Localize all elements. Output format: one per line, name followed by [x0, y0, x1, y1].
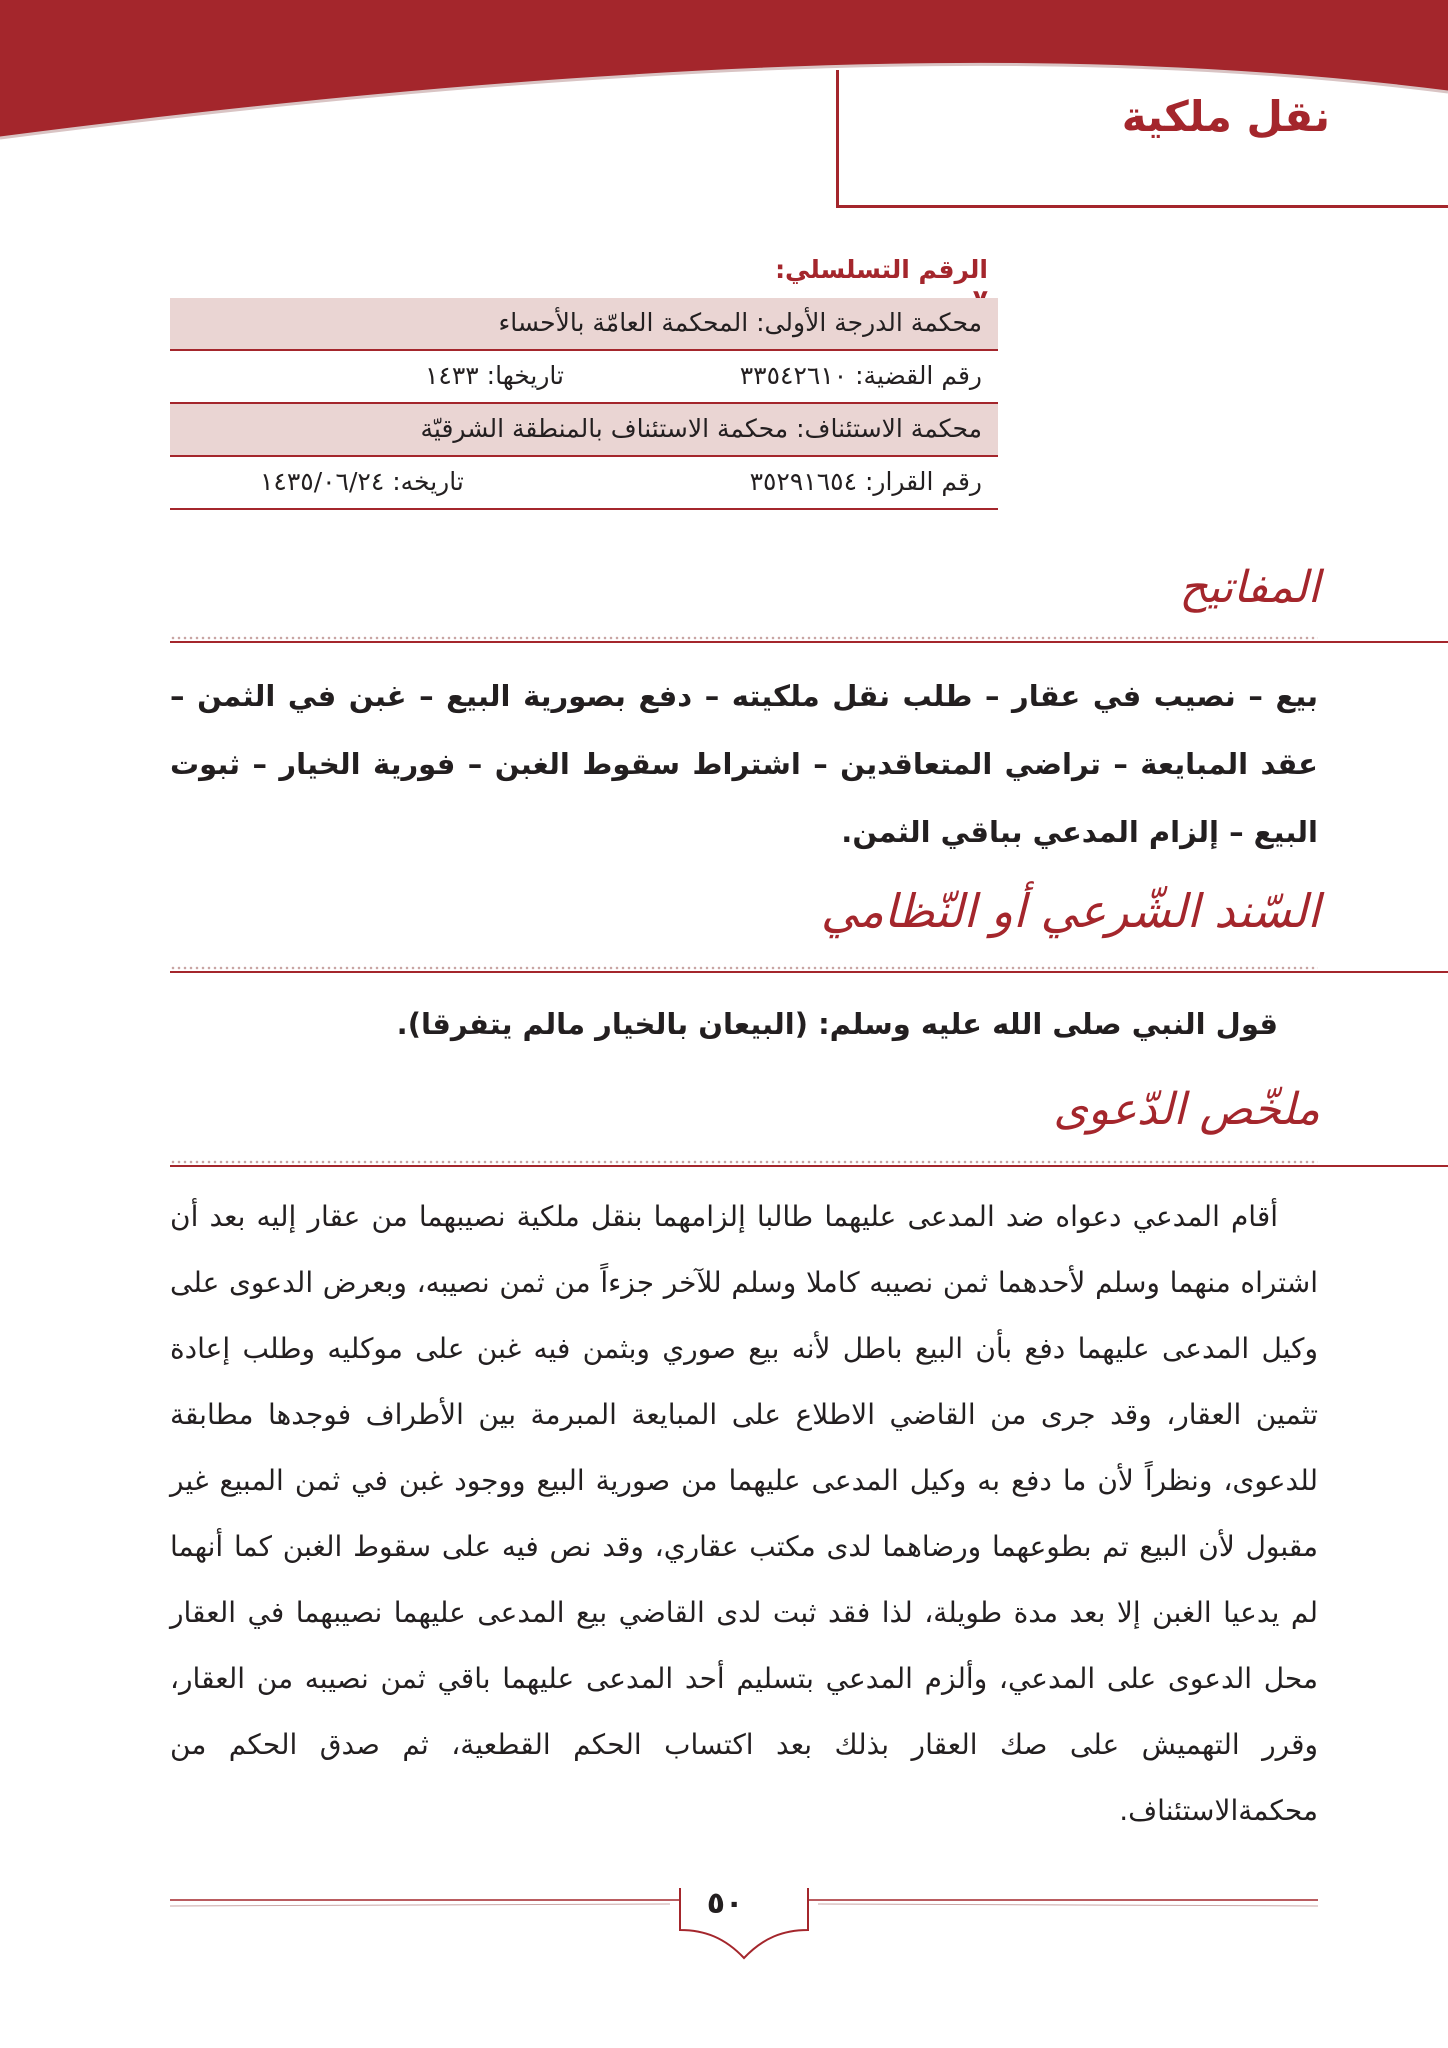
rule-line [170, 641, 1448, 643]
page-number: ٥٠ [706, 1886, 744, 1921]
case-date: تاريخها: ١٤٣٣ [425, 361, 564, 390]
rule-dots [170, 966, 1318, 970]
appeal-court-row [170, 404, 998, 457]
serial-number: الرقم التسلسلي: [775, 255, 988, 284]
page-title: نقل ملكية [1121, 92, 1330, 141]
decision-number-row [170, 457, 998, 510]
rule-line [170, 1165, 1448, 1167]
rule-line [170, 971, 1448, 973]
case-info-table [170, 298, 998, 510]
basis-heading: السّند الشّرعي أو النّظامي [820, 884, 1320, 938]
case-number: رقم القضية: ٣٣٥٤٢٦١٠ [739, 361, 982, 390]
basis-rule [170, 966, 1448, 974]
case-number-row [170, 351, 998, 404]
summary-text: أقام المدعي دعواه ضد المدعى عليهما طالبا إلزامهما بنقل ملكية نصيبهما من عقار إليه بعد أن اشتراه منهما وسلم لأحدهما ثمن نصيبه كاملا وسلم للآخر جزءاً من ثمن نصيبه، وبعرض الدعوى على وكيل المدعى عليهما دفع بأن البيع باطل لأنه بيع صوري وبثمن فيه غبن على موكليه وطلب إعادة تثمين العقار، وقد جرى من القاضي الاطلاع على المبايعة المبرمة بين الأطراف فوجدها مطابقة للدعوى، ونظراً لأن ما دفع به وكيل المدعى عليهما من صورية البيع ووجود غبن في ثمن المبيع غير مقبول لأن البيع تم بطوعهما ورضاهما لدى مكتب عقاري، وقد نص فيه على سقوط الغبن كما أنهما لم يدعيا الغبن إلا بعد مدة طويلة، لذا فقد ثبت لدى القاضي بيع المدعى عليهما نصيبهما في العقار محل الدعوى على المدعي، وألزم المدعي بتسليم أحد المدعى عليهما باقي ثمن نصيبه من العقار، وقرر التهميش على صك العقار بذلك بعد اكتساب الحكم القطعية، ثم صدق الحكم من محكمةالاستئناف. [170, 1200, 1318, 1827]
court-first-row [170, 298, 998, 351]
court-first: محكمة الدرجة الأولى: المحكمة العامّة بالأحساء [498, 308, 982, 337]
basis-text: قول النبي صلى الله عليه وسلم: (البيعان بالخيار مالم يتفرقا). [396, 1007, 1278, 1041]
summary-rule [170, 1160, 1448, 1168]
keys-text: بيع – نصيب في عقار – طلب نقل ملكيته – دفع بصورية البيع – غبن في الثمن – عقد المبايعة – تراضي المتعاقدين – اشتراط سقوط الغبن – فورية الخيار – ثبوت البيع – إلزام المدعي بباقي الثمن. [170, 679, 1318, 849]
decision-date: تاريخه: ١٤٣٥/٠٦/٢٤ [260, 467, 464, 496]
appeal-court: محكمة الاستئناف: محكمة الاستئناف بالمنطقة الشرقيّة [420, 414, 982, 443]
summary-heading: ملخّص الدّعوى [1053, 1084, 1320, 1135]
decision-number: رقم القرار: ٣٥٢٩١٦٥٤ [749, 467, 982, 496]
rule-dots [170, 1160, 1318, 1164]
rule-dots [170, 636, 1318, 640]
keys-rule [170, 636, 1448, 644]
keys-heading: المفاتيح [1179, 562, 1320, 613]
